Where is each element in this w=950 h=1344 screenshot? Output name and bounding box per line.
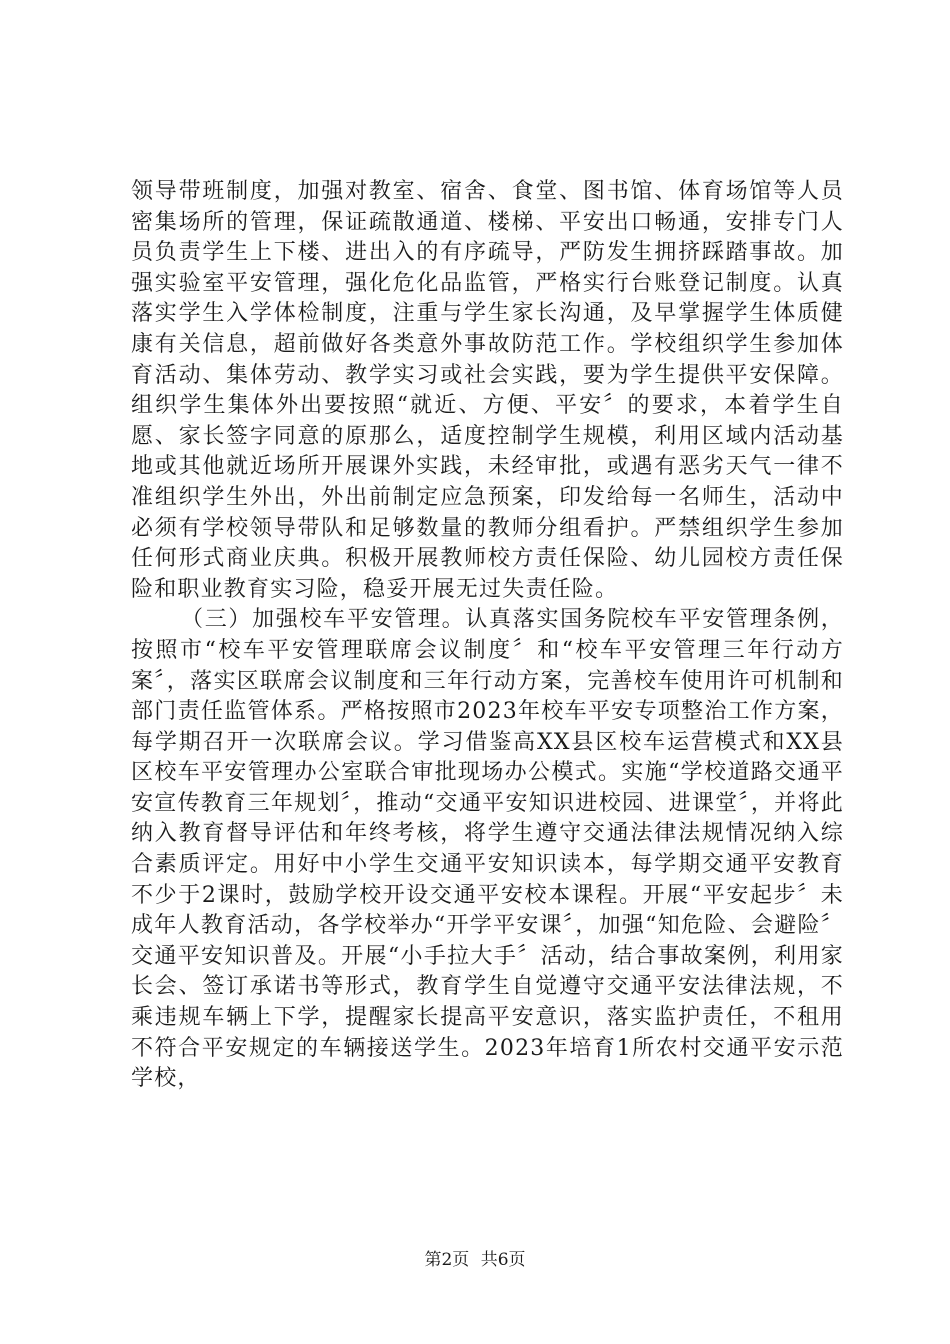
page-footer [0, 1245, 950, 1270]
page-total: 共6页 [480, 1250, 526, 1270]
document-body [131, 177, 844, 1095]
page-number: 第2页 [424, 1250, 470, 1270]
paragraph-section-3: （三）加强校车平安管理。认真落实国务院校车平安管理条例，按照市“校车平安管理联席会议制度〞和“校车平安管理三年行动方案〞，落实区联席会议制度和三年行动方案，完善校车使用许可机制和部门责任监管体系。严格按照市2023年校车平安专项整治工作方案，每学期召开一次联席会议。学习借鉴高XX县区校车运营模式和XX县区校车平安管理办公室联合审批现场办公模式。实施“学校道路交通平安宣传教育三年规划〞，推动“交通平安知识进校园、进课堂〞，并将此纳入教育督导评估和年终考核，将学生遵守交通法律法规情况纳入综合素质评定。用好中小学生交通平安知识读本，每学期交通平安教育不少于2课时，鼓励学校开设交通平安校本课程。开展“平安起步〞未成年人教育活动，各学校举办“开学平安课〞，加强“知危险、会避险〞交通平安知识普及。开展“小手拉大手〞活动，结合事故案例，利用家长会、签订承诺书等形式，教育学生自觉遵守交通平安法律法规，不乘违规车辆上下学，提醒家长提高平安意识，落实监护责任，不租用不符合平安规定的车辆接送学生。2023年培育1所农村交通平安示范学校， [131, 607, 844, 1092]
paragraph-continuation: 领导带班制度，加强对教室、宿舍、食堂、图书馆、体育场馆等人员密集场所的管理，保证疏散通道、楼梯、平安出口畅通，安排专门人员负责学生上下楼、进出入的有序疏导，严防发生拥挤踩踏事故。加强实验室平安管理，强化危化品监管，严格实行台账登记制度。认真落实学生入学体检制度，注重与学生家长沟通，及早掌握学生体质健康有关信息，超前做好各类意外事故防范工作。学校组织学生参加体育活动、集体劳动、教学实习或社会实践，要为学生提供平安保障。组织学生集体外出要按照“就近、方便、平安〞的要求，本着学生自愿、家长签字同意的原那么，适度控制学生规模，利用区域内活动基地或其他就近场所开展课外实践，未经审批，或遇有恶劣天气一律不准组织学生外出，外出前制定应急预案，印发给每一名师生，活动中必须有学校领导带队和足够数量的教师分组看护。严禁组织学生参加任何形式商业庆典。积极开展教师校方责任保险、幼儿园校方责任保险和职业教育实习险，稳妥开展无过失责任险。 [131, 179, 844, 602]
